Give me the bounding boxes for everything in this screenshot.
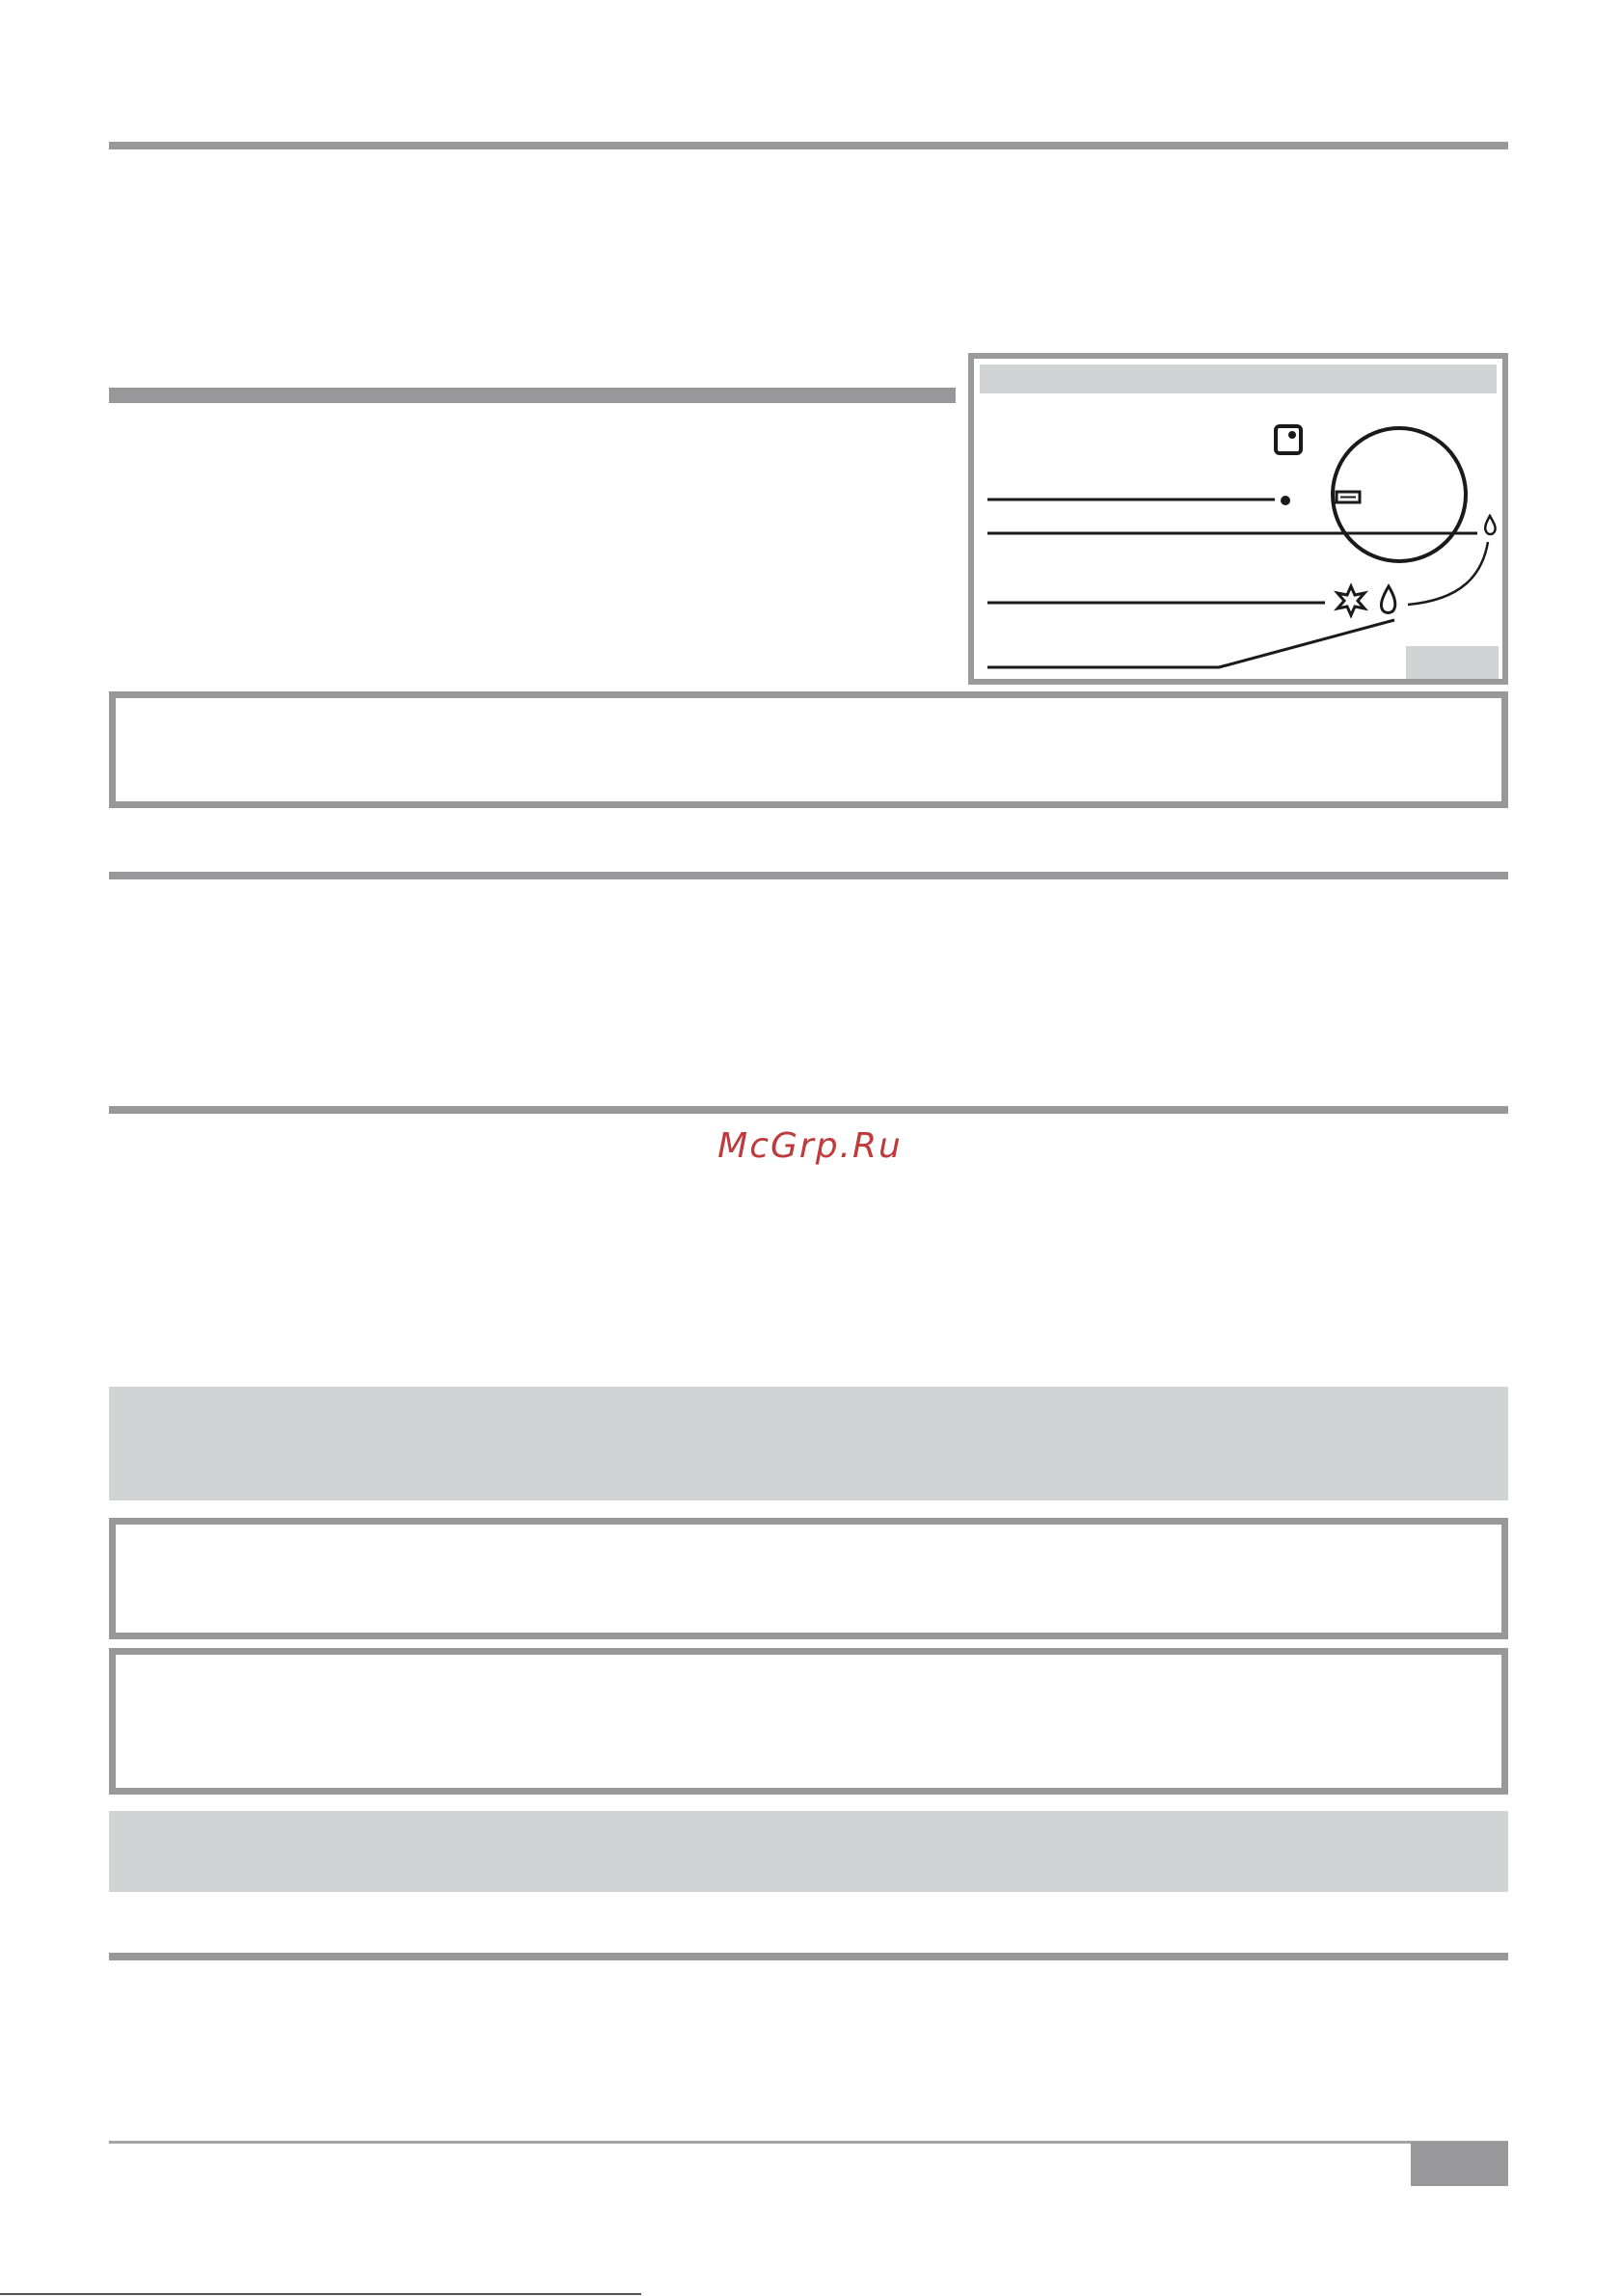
- rotation-arc: [1408, 542, 1488, 605]
- leader-line-4: [987, 620, 1394, 667]
- control-knob-diagram: [968, 353, 1508, 685]
- gray-band-2: [109, 1811, 1508, 1892]
- flame-small-icon: [1485, 516, 1495, 534]
- leader-dot: [1281, 496, 1290, 505]
- gray-band-1: [109, 1387, 1508, 1500]
- note-box-1: [109, 691, 1508, 808]
- section-heading-bar: [109, 388, 956, 403]
- footer-rule: [109, 2141, 1508, 2144]
- minus-icon: [1337, 492, 1360, 502]
- top-rule: [109, 142, 1508, 149]
- note-box-2: [109, 1518, 1508, 1639]
- note-box-3: [109, 1648, 1508, 1795]
- section-rule-4: [109, 1953, 1508, 1960]
- flame-icon: [1381, 586, 1394, 613]
- section-rule-3: [109, 1106, 1508, 1114]
- page-number-tab: [1411, 2142, 1508, 2186]
- watermark: McGrp.Ru: [717, 1126, 903, 1166]
- knob-circle: [1333, 428, 1466, 561]
- section-rule-2: [109, 872, 1508, 879]
- bottom-crop-line: [0, 2293, 641, 2295]
- knob-schematic: [974, 359, 1502, 679]
- spark-icon: [1337, 586, 1364, 615]
- square-dot-icon: [1276, 426, 1301, 453]
